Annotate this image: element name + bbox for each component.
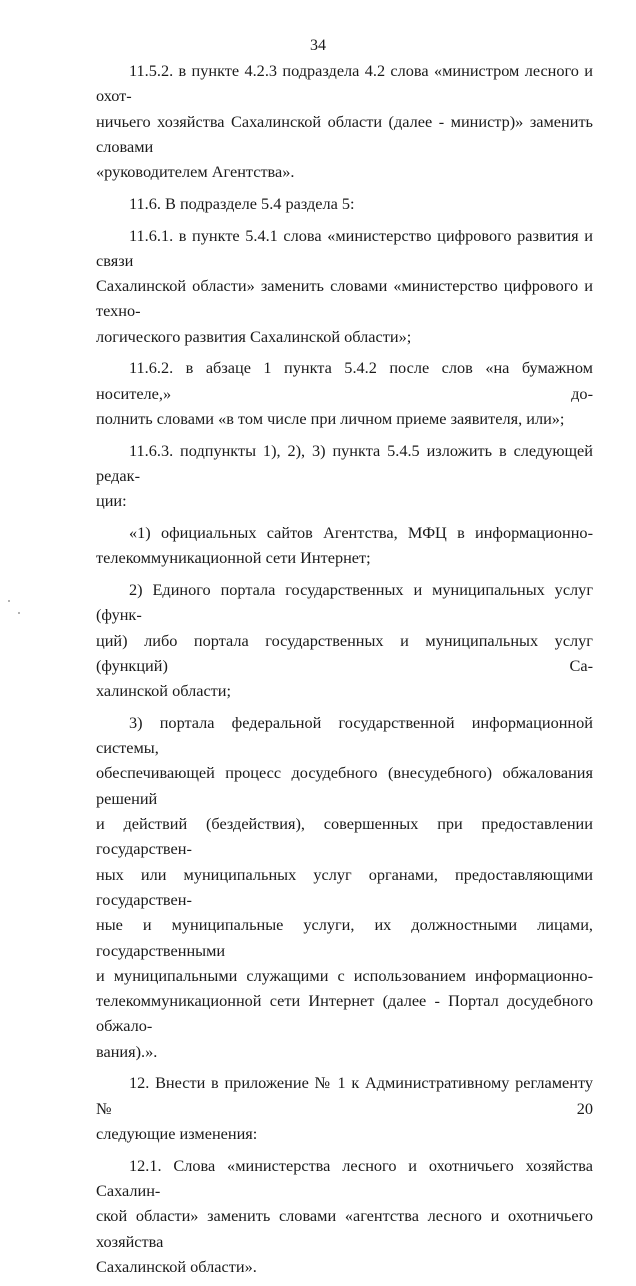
paragraph-11-6: [96, 191, 593, 216]
line-row: [96, 1203, 593, 1254]
line-row: [96, 678, 593, 703]
paragraph-subitem-3: [96, 710, 593, 1064]
paragraph-11-6-3: [96, 438, 593, 514]
paragraph-subitem-2: [96, 577, 593, 703]
scan-speck: [8, 600, 10, 602]
line-row: [96, 438, 593, 489]
text-line: следующие изменения:: [96, 1124, 258, 1143]
text-line: обеспечивающей процесс досудебного (внесудебного) обжалования решений: [96, 763, 593, 808]
text-line: 11.6. В подразделе 5.4 раздела 5:: [129, 193, 355, 213]
paragraph-12-1: [96, 1153, 593, 1279]
text-line: Сахалинской области».: [96, 1256, 257, 1276]
text-line: «1) официальных сайтов Агентства, МФЦ в информационно-: [129, 523, 593, 542]
line-row: [96, 324, 593, 349]
text-line: телекоммуникационной сети Интернет (далее - Портал досудебного обжало-: [96, 991, 593, 1036]
paragraph-11-5-2: [96, 58, 593, 184]
text-line: 12. Внести в приложение № 1 к Административному регламенту № 20: [96, 1073, 593, 1118]
line-row: [96, 273, 593, 324]
paragraph-12: [96, 1070, 593, 1146]
line-row: [96, 710, 593, 761]
line-row: [96, 520, 593, 545]
text-line: ции:: [96, 491, 127, 511]
line-row: [96, 58, 593, 109]
text-line: 3) портала федеральной государственной информационной системы,: [96, 712, 593, 758]
line-row: [96, 628, 593, 679]
line-row: [96, 1153, 593, 1204]
paragraph-11-6-1: [96, 223, 593, 349]
text-line: 11.6.1. в пункте 5.4.1 слова «министерство цифрового развития и связи: [96, 225, 593, 270]
line-row: [96, 223, 593, 274]
line-row: [96, 1121, 593, 1146]
line-row: [96, 912, 593, 963]
text-line: 2) Единого портала государственных и муниципальных услуг (функ-: [96, 579, 593, 625]
text-line: 11.6.3. подпункты 1), 2), 3) пункта 5.4.5 изложить в следующей редак-: [96, 440, 593, 486]
line-row: [96, 577, 593, 628]
line-row: [96, 355, 593, 406]
line-row: [96, 545, 593, 570]
text-line: халинской области;: [96, 681, 232, 701]
line-row: [96, 488, 593, 513]
text-line: и муниципальными служащими с использованием информационно-: [96, 965, 593, 985]
text-line: телекоммуникационной сети Интернет;: [96, 548, 371, 568]
text-line: Сахалинской области» заменить словами «министерство цифрового и техно-: [96, 276, 593, 321]
line-row: [96, 988, 593, 1039]
text-line: полнить словами «в том числе при личном приеме заявителя, или»;: [96, 409, 565, 429]
text-line: 11.5.2. в пункте 4.2.3 подраздела 4.2 слова «министром лесного и охот-: [96, 61, 593, 106]
page-number: 34: [310, 37, 326, 54]
text-line: ных или муниципальных услуг органами, предоставляющими государствен-: [96, 864, 593, 909]
text-line: «руководителем Агентства».: [96, 162, 295, 182]
text-line: ской области» заменить словами «агентства лесного и охотничьего хозяйства: [96, 1206, 593, 1251]
line-row: [96, 1070, 593, 1121]
document-body: [96, 58, 593, 1286]
text-line: и действий (бездействия), совершенных при предоставлении государствен-: [96, 814, 593, 859]
text-line: логического развития Сахалинской области»;: [96, 326, 412, 346]
line-row: [96, 406, 593, 431]
line-row: [96, 1254, 593, 1279]
line-row: [96, 963, 593, 988]
scan-speck: [18, 612, 20, 614]
text-line: ные и муниципальные услуги, их должностными лицами, государственными: [96, 915, 593, 960]
line-row: [96, 1039, 593, 1064]
text-line: 11.6.2. в абзаце 1 пункта 5.4.2 после слов «на бумажном носителе,» до-: [96, 358, 593, 403]
line-row: [96, 109, 593, 160]
line-row: [96, 159, 593, 184]
text-line: 12.1. Слова «министерства лесного и охотничьего хозяйства Сахалин-: [96, 1155, 593, 1200]
paragraph-11-6-2: [96, 355, 593, 431]
line-row: [96, 811, 593, 862]
line-row: [96, 760, 593, 811]
line-row: [96, 191, 593, 216]
text-line: вания).».: [96, 1041, 158, 1061]
text-line: ций) либо портала государственных и муниципальных услуг (функций) Са-: [96, 630, 593, 675]
paragraph-subitem-1: [96, 520, 593, 571]
text-line: ничьего хозяйства Сахалинской области (далее - министр)» заменить словами: [96, 111, 593, 156]
